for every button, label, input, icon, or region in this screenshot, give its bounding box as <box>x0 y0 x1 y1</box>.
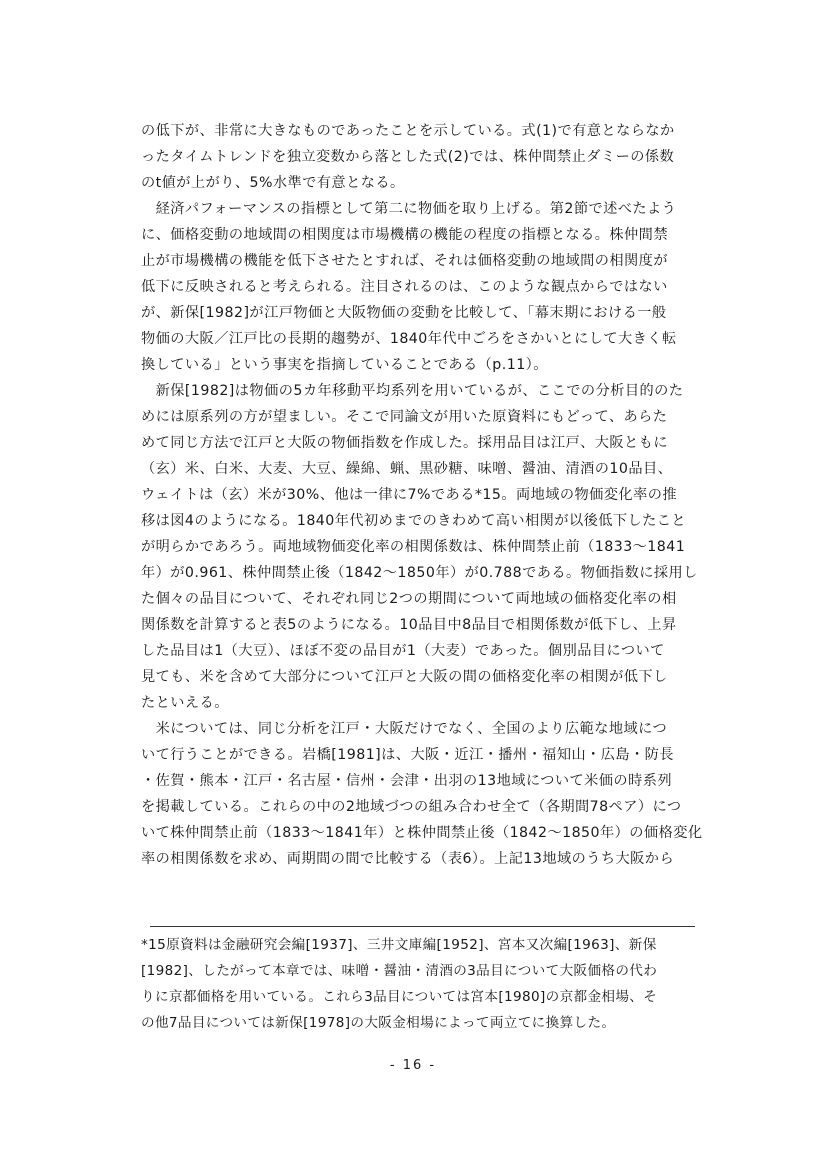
body-line: めて同じ方法で江戸と大阪の物価指数を作成した。採用品目は江戸、大阪ともに <box>141 435 668 451</box>
body-line: 米については、同じ分析を江戸・大阪だけでなく、全国のより広範な地域につ <box>141 721 668 737</box>
body-line: に、価格変動の地域間の相関度は市場機構の機能の程度の指標となる。株仲間禁 <box>141 227 668 243</box>
body-line: が明らかであろう。両地域物価変化率の相関係数は、株仲間禁止前（1833〜1841 <box>141 539 686 555</box>
body-line: 経済パフォーマンスの指標として第二に物価を取り上げる。第2節で述べたよう <box>141 201 677 217</box>
body-line: 止が市場機構の機能を低下させたとすれば、それは価格変動の地域間の相関度が <box>141 253 668 269</box>
body-line: の低下が、非常に大きなものであったことを示している。式(1)で有意とならなか <box>141 123 675 139</box>
body-line: のt値が上がり、5%水準で有意となる。 <box>141 175 405 191</box>
body-line: 率の相関係数を求め、両期間の間で比較する（表6）。上記13地域のうち大阪から <box>141 851 675 867</box>
body-line: 新保[1982]は物価の5カ年移動平均系列を用いているが、ここでの分析目的のた <box>141 383 684 399</box>
page-number: - 16 - <box>389 1058 437 1073</box>
footnote-divider <box>150 926 695 927</box>
body-line: を掲載している。これらの中の2地域づつの組み合わせ全て（各期間78ペア）につ <box>141 799 682 815</box>
body-line: たといえる。 <box>141 695 229 711</box>
body-line: ウェイトは（玄）米が30%、他は一律に7%である*15。両地域の物価変化率の推 <box>141 487 677 503</box>
body-line: 年）が0.961、株仲間禁止後（1842〜1850年）が0.788である。物価指数に採用し <box>141 565 698 581</box>
body-line: た個々の品目について、それぞれ同じ2つの期間について両地域の価格変化率の相 <box>141 591 677 607</box>
body-line: した品目は1（大豆）、ほぼ不変の品目が1（大麦）であった。個別品目について <box>141 643 665 659</box>
body-line: めには原系列の方が望ましい。そこで同論文が用いた原資料にもどって、あらた <box>141 409 668 425</box>
footnote-line: りに京都価格を用いている。これら3品目については宮本[1980]の京都金相場、そ <box>141 989 658 1005</box>
body-line: 換している」という事実を指摘していることである（p.11）。 <box>141 357 548 373</box>
body-line: 見ても、米を含めて大部分について江戸と大阪の間の価格変化率の相関が低下し <box>141 669 668 685</box>
body-line: 移は図4のようになる。1840年代初めまでのきわめて高い相関が以後低下したこと <box>141 513 687 529</box>
body-line: が、新保[1982]が江戸物価と大阪物価の変動を比較して、「幕末期における一般 <box>141 305 667 321</box>
footnote-line: [1982]、したがって本章では、味噌・醤油・清酒の3品目について大阪価格の代わ <box>141 963 658 979</box>
body-line: 物価の大阪／江戸比の長期的趨勢が、1840年代中ごろをさかいとにして大きく転 <box>141 331 677 347</box>
body-line: いて株仲間禁止前（1833〜1841年）と株仲間禁止後（1842〜1850年）の価格変化 <box>141 825 703 841</box>
body-line: 関係数を計算すると表5のようになる。10品目中8品目で相関係数が低下し、上昇 <box>141 617 677 633</box>
footnote-line: *15原資料は金融研究会編[1937]、三井文庫編[1952]、宮本又次編[1963]、新保 <box>141 937 657 953</box>
body-line: いて行うことができる。岩橋[1981]は、大阪・近江・播州・福知山・広島・防長 <box>141 747 674 763</box>
body-line: ったタイムトレンドを独立変数から落とした式(2)では、株仲間禁止ダミーの係数 <box>141 149 675 165</box>
body-line: ・佐賀・熊本・江戸・名古屋・信州・会津・出羽の13地域について米価の時系列 <box>141 773 672 789</box>
body-line: （玄）米、白米、大麦、大豆、繰綿、蝋、黒砂糖、味噌、醤油、清酒の10品目、 <box>141 461 673 477</box>
footnote-line: の他7品目については新保[1978]の大阪金相場によって両立てに換算した。 <box>141 1015 616 1031</box>
body-line: 低下に反映されると考えられる。注目されるのは、このような観点からではない <box>141 279 668 295</box>
